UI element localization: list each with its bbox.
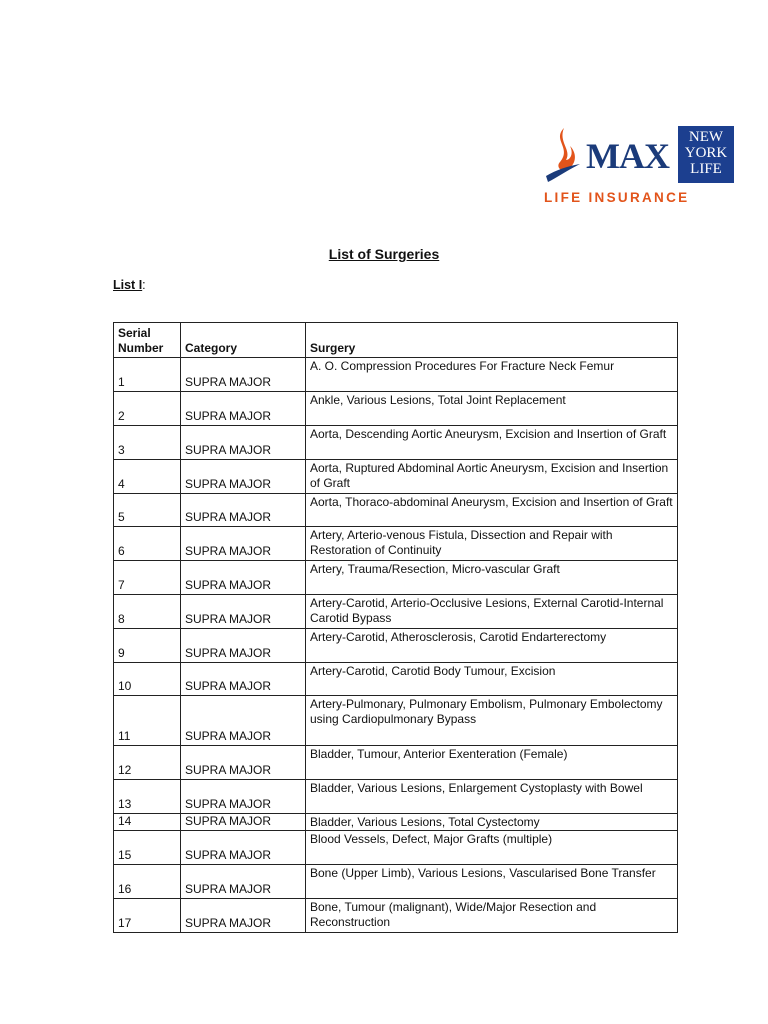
- table-row: [114, 561, 678, 595]
- serial-number-cell: 12: [114, 746, 181, 780]
- category-cell: SUPRA MAJOR: [181, 358, 306, 392]
- table-row: [114, 494, 678, 527]
- category-cell: SUPRA MAJOR: [181, 527, 306, 561]
- header-surgery: Surgery: [306, 323, 678, 358]
- serial-number-cell: 16: [114, 865, 181, 899]
- company-logo: [540, 122, 736, 212]
- list-name: List I: [113, 278, 143, 292]
- category-cell: SUPRA MAJOR: [181, 780, 306, 814]
- category-cell: SUPRA MAJOR: [181, 814, 306, 831]
- partner-logo-line: LIFE: [690, 161, 722, 177]
- surgery-table: [113, 322, 678, 933]
- surgery-cell: Bladder, Various Lesions, Enlargement Cystoplasty with Bowel: [306, 780, 678, 814]
- category-cell: SUPRA MAJOR: [181, 561, 306, 595]
- table-row: [114, 780, 678, 814]
- brand-wordmark: MAX: [586, 136, 669, 176]
- category-cell: SUPRA MAJOR: [181, 746, 306, 780]
- brand-tagline: LIFE INSURANCE: [544, 190, 690, 205]
- surgery-cell: A. O. Compression Procedures For Fracture Neck Femur: [306, 358, 678, 392]
- category-cell: SUPRA MAJOR: [181, 663, 306, 696]
- header-serial-number: [114, 323, 181, 358]
- surgery-cell: Bladder, Various Lesions, Total Cystectomy: [306, 814, 678, 831]
- table-row: [114, 746, 678, 780]
- table-row: [114, 696, 678, 746]
- category-cell: SUPRA MAJOR: [181, 392, 306, 426]
- serial-number-cell: 2: [114, 392, 181, 426]
- serial-number-cell: 7: [114, 561, 181, 595]
- serial-number-cell: 9: [114, 629, 181, 663]
- serial-number-cell: 8: [114, 595, 181, 629]
- surgery-cell: Ankle, Various Lesions, Total Joint Replacement: [306, 392, 678, 426]
- header-category: Category: [181, 323, 306, 358]
- surgery-cell: Artery, Trauma/Resection, Micro-vascular Graft: [306, 561, 678, 595]
- table-row: [114, 865, 678, 899]
- category-cell: SUPRA MAJOR: [181, 595, 306, 629]
- surgery-cell: Aorta, Descending Aortic Aneurysm, Excision and Insertion of Graft: [306, 426, 678, 460]
- table-row: [114, 426, 678, 460]
- table-row: [114, 595, 678, 629]
- category-cell: SUPRA MAJOR: [181, 426, 306, 460]
- serial-number-cell: 17: [114, 899, 181, 933]
- list-label: [113, 278, 146, 292]
- category-cell: SUPRA MAJOR: [181, 494, 306, 527]
- table-row: [114, 358, 678, 392]
- flame-logo-icon: [542, 126, 582, 184]
- category-cell: SUPRA MAJOR: [181, 831, 306, 865]
- header-serial-line1: Serial: [118, 326, 151, 340]
- table-row: [114, 460, 678, 494]
- table-row: [114, 663, 678, 696]
- table-row: [114, 831, 678, 865]
- table-body: [114, 358, 678, 933]
- serial-number-cell: 15: [114, 831, 181, 865]
- surgery-cell: Artery-Carotid, Carotid Body Tumour, Excision: [306, 663, 678, 696]
- table-row: [114, 629, 678, 663]
- table-header-row: [114, 323, 678, 358]
- list-label-suffix: :: [142, 278, 146, 292]
- serial-number-cell: 5: [114, 494, 181, 527]
- surgery-cell: Aorta, Thoraco-abdominal Aneurysm, Excision and Insertion of Graft: [306, 494, 678, 527]
- serial-number-cell: 6: [114, 527, 181, 561]
- serial-number-cell: 10: [114, 663, 181, 696]
- surgery-cell: Bladder, Tumour, Anterior Exenteration (Female): [306, 746, 678, 780]
- surgery-cell: Artery-Carotid, Atherosclerosis, Carotid Endarterectomy: [306, 629, 678, 663]
- serial-number-cell: 14: [114, 814, 181, 831]
- partner-logo-box: [678, 126, 734, 183]
- table-row: [114, 392, 678, 426]
- table-row: [114, 527, 678, 561]
- serial-number-cell: 1: [114, 358, 181, 392]
- surgery-cell: Aorta, Ruptured Abdominal Aortic Aneurysm, Excision and Insertion of Graft: [306, 460, 678, 494]
- surgery-cell: Bone, Tumour (malignant), Wide/Major Resection and Reconstruction: [306, 899, 678, 933]
- surgery-cell: Artery-Pulmonary, Pulmonary Embolism, Pulmonary Embolectomy using Cardiopulmonary Bypass: [306, 696, 678, 746]
- header-serial-line2: Number: [118, 341, 164, 355]
- category-cell: SUPRA MAJOR: [181, 629, 306, 663]
- surgery-cell: Bone (Upper Limb), Various Lesions, Vascularised Bone Transfer: [306, 865, 678, 899]
- serial-number-cell: 13: [114, 780, 181, 814]
- category-cell: SUPRA MAJOR: [181, 460, 306, 494]
- category-cell: SUPRA MAJOR: [181, 865, 306, 899]
- surgery-cell: Artery-Carotid, Arterio-Occlusive Lesions, External Carotid-Internal Carotid Bypass: [306, 595, 678, 629]
- table-row: [114, 814, 678, 831]
- surgery-cell: Artery, Arterio-venous Fistula, Dissection and Repair with Restoration of Continuity: [306, 527, 678, 561]
- table-row: [114, 899, 678, 933]
- partner-logo-line: NEW: [688, 129, 724, 145]
- category-cell: SUPRA MAJOR: [181, 696, 306, 746]
- document-title: List of Surgeries: [328, 246, 440, 262]
- category-cell: SUPRA MAJOR: [181, 899, 306, 933]
- serial-number-cell: 4: [114, 460, 181, 494]
- partner-logo-line: YORK: [684, 145, 728, 161]
- serial-number-cell: 11: [114, 696, 181, 746]
- serial-number-cell: 3: [114, 426, 181, 460]
- surgery-cell: Blood Vessels, Defect, Major Grafts (multiple): [306, 831, 678, 865]
